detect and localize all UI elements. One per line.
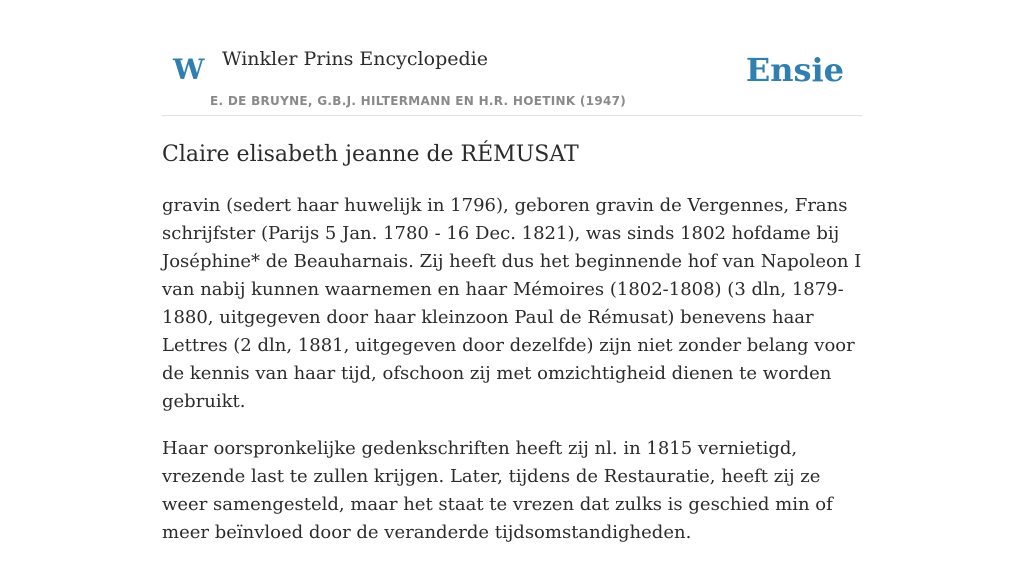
article-title: Claire elisabeth jeanne de RÉMUSAT — [162, 142, 579, 167]
encyclopedia-title: Winkler Prins Encyclopedie — [222, 48, 488, 70]
article-body — [162, 192, 862, 566]
ensie-brand-link[interactable]: Ensie — [745, 51, 844, 89]
article-paragraph: Haar oorspronkelijke gedenkschriften heeft zij nl. in 1815 vernietigd, vrezende last te zullen krijgen. Later, tijdens de Restauratie, heeft zij ze weer samengesteld, maar het staat te vrezen dat zulks is geschied min of meer beïnvloed door de veranderde tijdsomstandigheden. — [162, 438, 833, 543]
encyclopedia-authors: E. DE BRUYNE, G.B.J. HILTERMANN EN H.R. HOETINK (1947) — [210, 94, 627, 108]
encyclopedia-logo: W — [173, 53, 205, 86]
article-paragraph: gravin (sedert haar huwelijk in 1796), geboren gravin de Vergennes, Frans schrijfster (Parijs 5 Jan. 1780 - 16 Dec. 1821), was sinds 1802 hofdame bij Joséphine* de Beauharnais. Zij heeft dus het beginnende hof van Napoleon I van nabij kunnen waarnemen en haar Mémoires (1802-1808) (3 dln, 1879-1880, uitgegeven door haar kleinzoon Paul de Rémusat) benevens haar Lettres (2 dln, 1881, uitgegeven door dezelfde) zijn niet zonder belang voor de kennis van haar tijd, ofschoon zij met omzichtigheid dienen te worden gebruikt. — [162, 195, 862, 412]
page-header — [162, 36, 862, 116]
